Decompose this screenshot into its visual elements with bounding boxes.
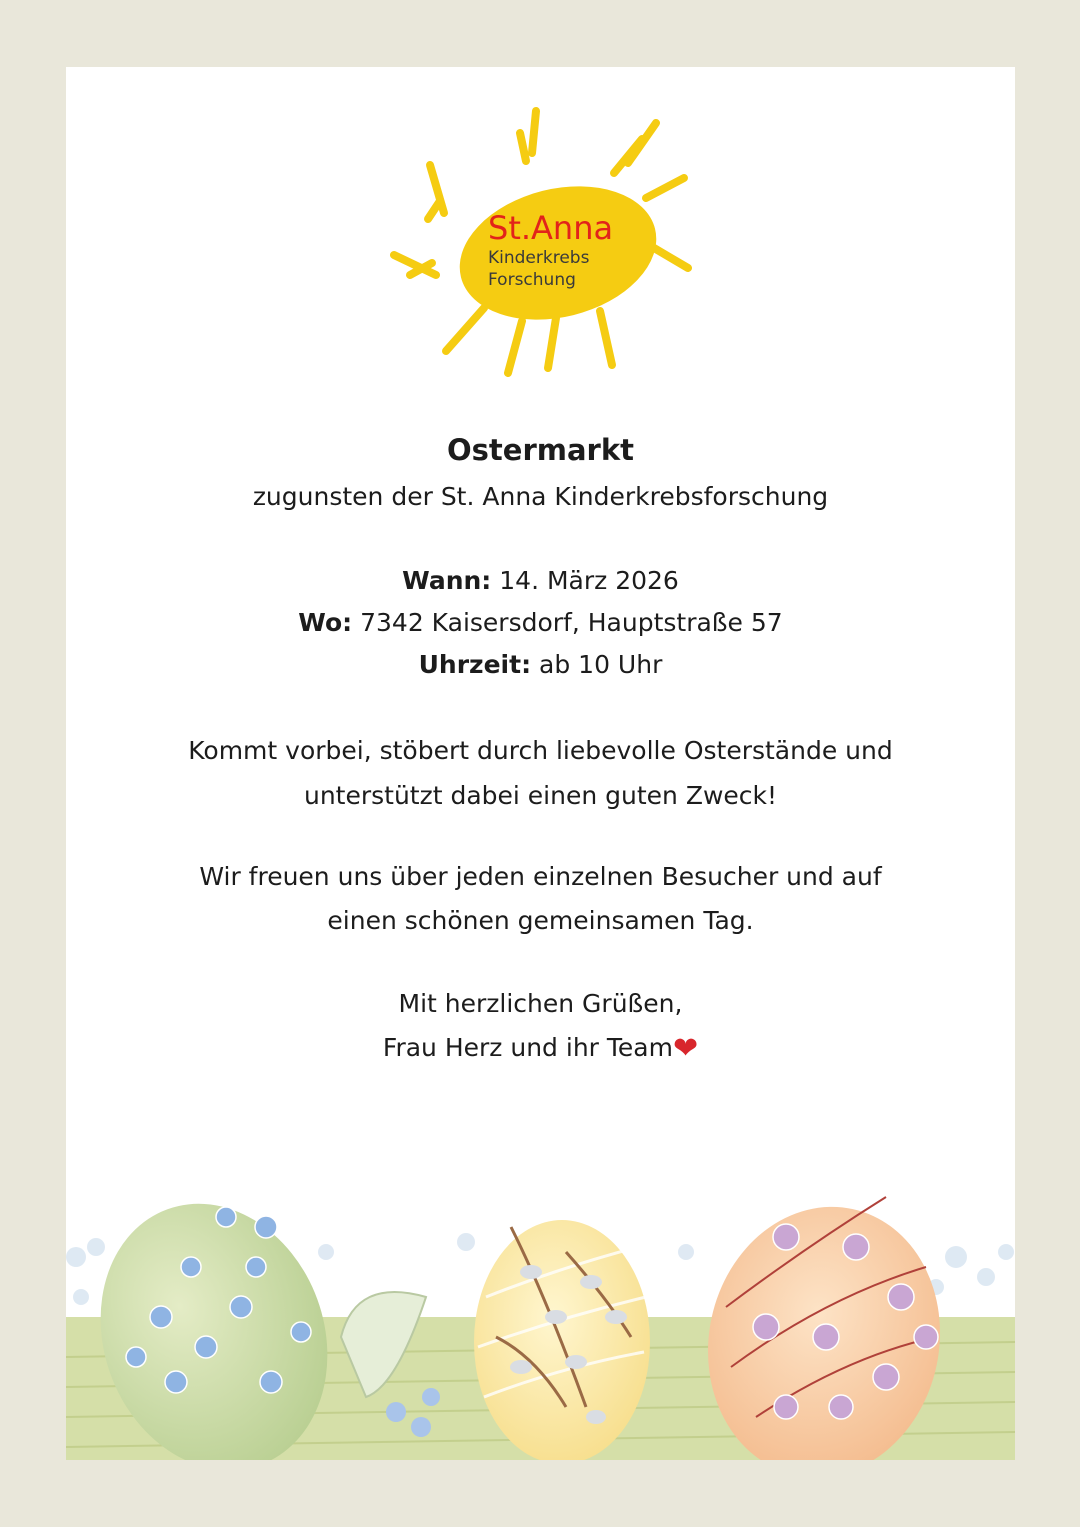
closing [66, 982, 1015, 1071]
invitation-paragraph [66, 728, 1015, 818]
closing-greeting: Mit herzlichen Grüßen, [398, 989, 683, 1018]
logo-text-st-anna: St.Anna [488, 209, 614, 247]
closing-signature: Frau Herz und ihr Team [382, 1033, 673, 1062]
welcome-line-1: Wir freuen uns über jeden einzelnen Besucher und auf [199, 862, 882, 891]
event-details [66, 560, 1015, 686]
detail-where-label: Wo: [298, 608, 353, 637]
flyer-sheet [66, 67, 1015, 1460]
detail-when-value: 14. März 2026 [499, 566, 679, 595]
detail-time [66, 644, 1015, 686]
detail-where-value: 7342 Kaisersdorf, Hauptstraße 57 [360, 608, 783, 637]
welcome-line-2: einen schönen gemeinsamen Tag. [327, 906, 754, 935]
detail-when [66, 560, 1015, 602]
logo-text-forschung: Forschung [488, 270, 576, 290]
closing-signature-line [66, 1026, 1015, 1071]
detail-time-value: ab 10 Uhr [539, 650, 663, 679]
detail-when-label: Wann: [402, 566, 492, 595]
welcome-paragraph [66, 855, 1015, 943]
event-subtitle: zugunsten der St. Anna Kinderkrebsforschung [252, 482, 829, 511]
st-anna-sun-logo [388, 103, 698, 383]
detail-where [66, 602, 1015, 644]
invitation-line-2: unterstützt dabei einen guten Zweck! [303, 781, 778, 810]
event-title: Ostermarkt [447, 433, 634, 467]
detail-time-label: Uhrzeit: [418, 650, 532, 679]
heart-icon: ❤ [672, 1031, 699, 1066]
easter-eggs-illustration [66, 1157, 1015, 1460]
invitation-line-1: Kommt vorbei, stöbert durch liebevolle Osterstände und [188, 736, 893, 765]
logo-text-kinderkrebs: Kinderkrebs [488, 248, 590, 268]
